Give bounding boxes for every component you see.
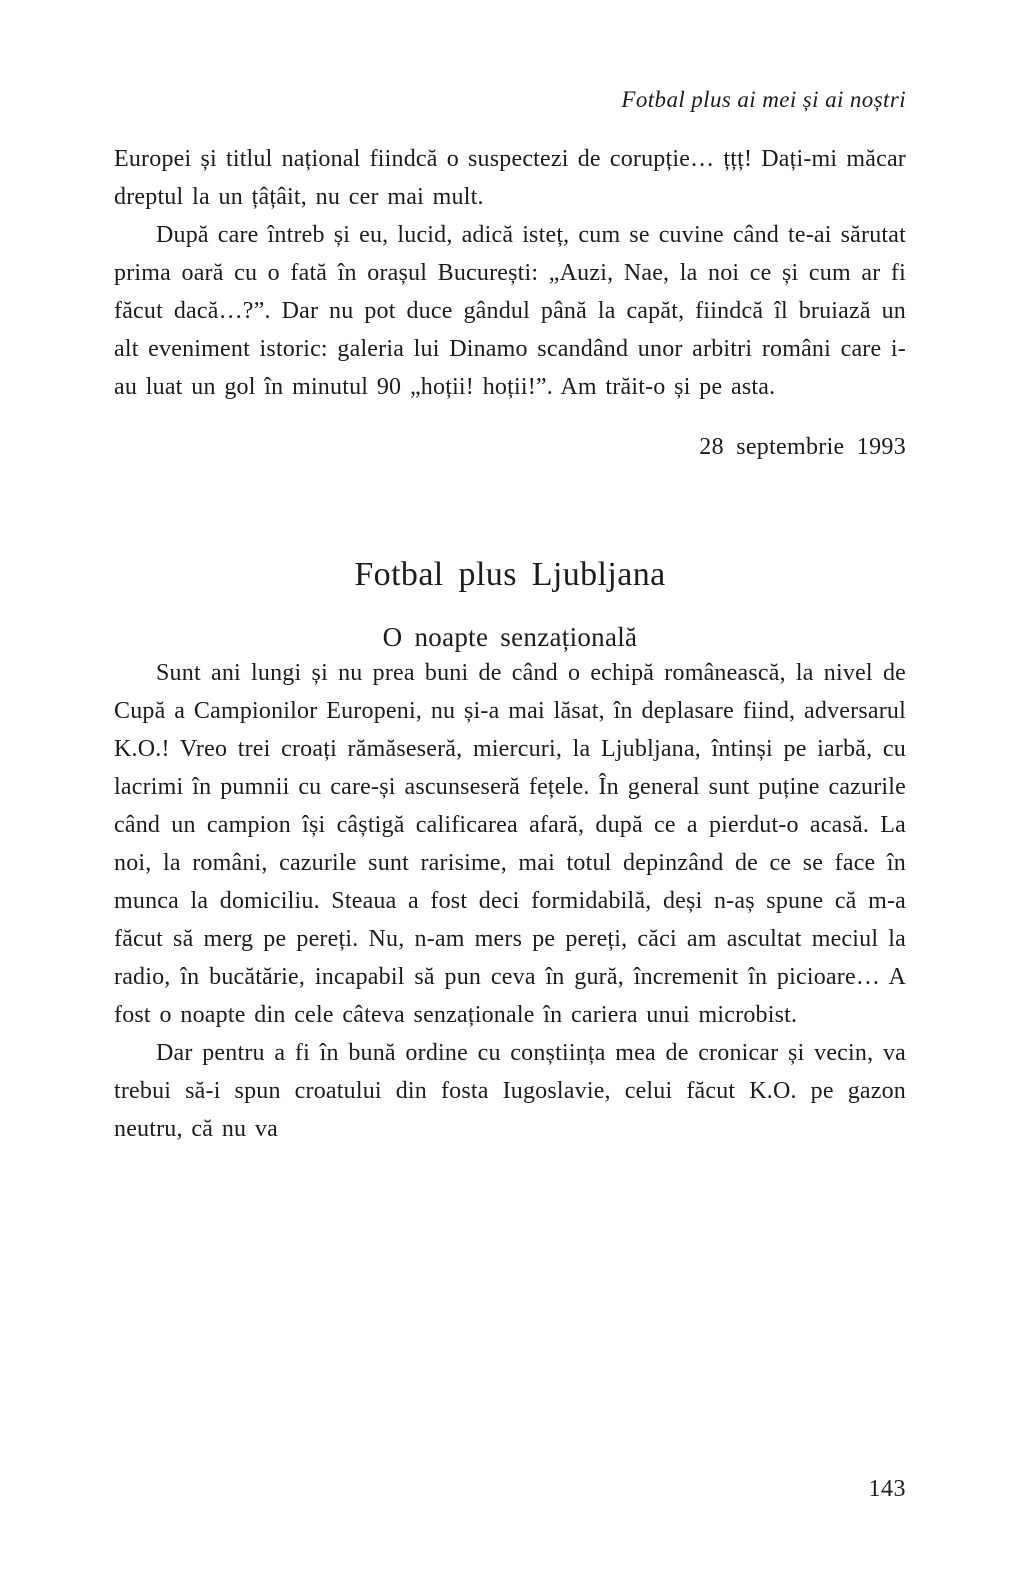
page-number: 143 xyxy=(868,1476,906,1502)
paragraph: Sunt ani lungi și nu prea buni de când o echipă românească, la nivel de Cupă a Campionilor Europeni, nu și-a mai lăsat, în deplasare fiind, adversarul K.O.! Vreo trei croați rămăseseră, miercuri, la Ljubljana, întinși pe iarbă, cu lacrimi în pumnii cu care-și ascunseseră fețele. În general sunt puține cazurile când un campion își câștigă calificarea afară, după ce a pierdut-o acasă. La noi, la români, cazurile sunt rarisime, mai totul depinzând de ce se face în munca la domiciliu. Steaua a fost deci formidabilă, deși n-aș spune că m-a făcut să merg pe pereți. Nu, n-am mers pe pereți, căci am ascultat meciul la radio, în bucătărie, incapabil să pun ceva în gură, încremenit în picioare… A fost o noapte din cele câteva senzaționale în cariera unui microbist. xyxy=(114,660,906,1028)
running-header: Fotbal plus ai mei și ai noștri xyxy=(621,87,906,112)
paragraph: După care întreb și eu, lucid, adică isteț, cum se cuvine când te-ai sărutat prima oară cu o fată în orașul București: „Auzi, Nae, la noi ce și cum ar fi făcut dacă…?”. Dar nu pot duce gândul până la capăt, fiindcă îl bruiază un alt eveniment istoric: galeria lui Dinamo scandând unor arbitri români care i-au luat un gol în minutul 90 „hoții! hoții!”. Am trăit-o și pe asta. xyxy=(114,222,906,400)
chapter-title: Fotbal plus Ljubljana xyxy=(354,556,666,593)
paragraph-continuation: Europei și titlul național fiindcă o suspectezi de corupție… țțț! Dați-mi măcar dreptul la un țâțâit, nu cer mai mult. xyxy=(114,146,906,210)
paragraph: Dar pentru a fi în bună ordine cu conștiința mea de cronicar și vecin, va trebui să-i spun croatului din fosta Iugoslavie, celui făcut K.O. pe gazon neutru, că nu va xyxy=(114,1040,906,1142)
date-line: 28 septembrie 1993 xyxy=(699,434,906,460)
chapter-subtitle: O noapte senzațională xyxy=(382,622,638,652)
